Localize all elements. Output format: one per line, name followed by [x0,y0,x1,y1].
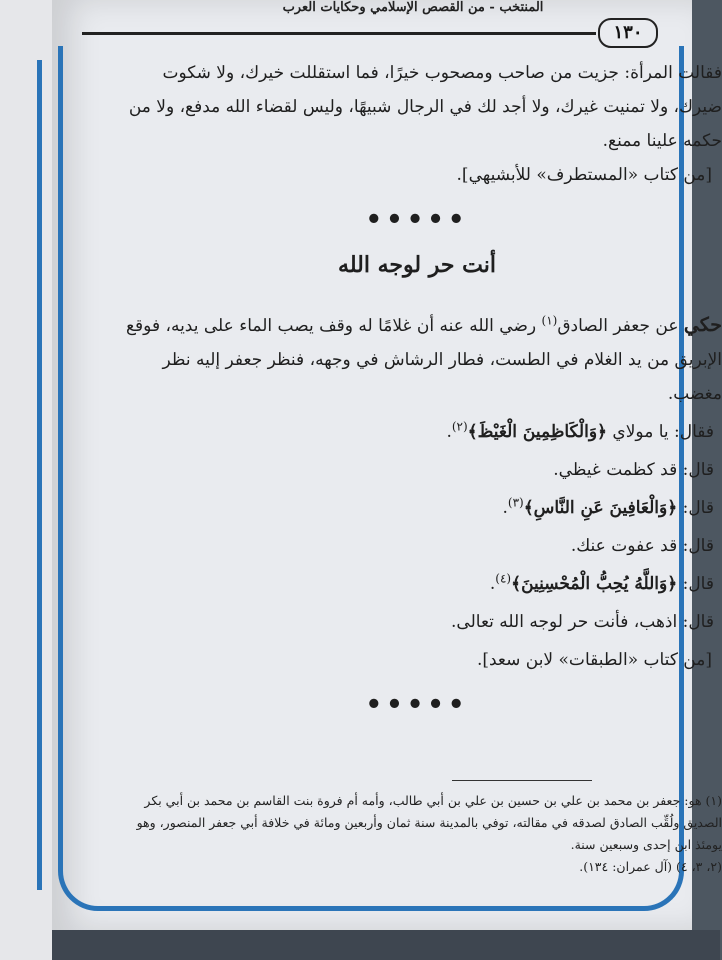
story2-source: [من كتاب «الطبقات» لابن سعد]. [476,650,712,670]
footnote-ref-1: (١) [541,313,558,328]
story2-rest: رضي الله عنه أن غلامًا له وقف يصب الماء على يديه، فوقع الإبريق من يد الغلام في الطست، فطار الرشاش في وجهه، فنظر جعفر إليه نظر مغضب. [125,316,722,404]
quran-verse: ﴿وَالْكَاظِمِينَ الْغَيْظَ﴾ [467,422,607,442]
separator-dots-2: ••••• [365,690,469,720]
footnote-ref: (٣) [507,495,524,510]
footnote-rule [452,780,592,781]
quran-verse: ﴿وَاللَّهُ يُحِبُّ الْمُحْسِنِينَ﴾ [511,574,678,594]
dialogue-line [112,415,722,449]
dialogue-punctuation: . [489,574,496,594]
dialogue-text: قال: [677,574,714,594]
dialogue-text: قال: [677,498,714,518]
separator-dots: ••••• [365,205,469,235]
dialogue-text: قال: قد عفوت عنك. [570,536,714,556]
story2-lead-word: حكي [683,314,722,336]
quran-verse: ﴿وَالْعَافِينَ عَنِ النَّاسِ﴾ [523,498,678,518]
dialogue-text: قال: اذهب، فأنت حر لوجه الله تعالى. [451,612,714,632]
story1-source: [من كتاب «المستطرف» للأبشيهي]. [456,165,712,185]
page-number: ١٣٠ [598,18,658,48]
left-page-frame-edge [31,60,42,890]
footnote-2: (٢، ٣، ٤) (آل عمران: ١٣٤). [579,859,722,874]
story2-title: أنت حر لوجه الله [338,252,496,278]
page-content [112,56,722,733]
dialogue-line [112,453,722,487]
running-title: المنتخب - من القصص الإسلامي وحكايات العرب [282,0,544,15]
footnotes [112,790,722,878]
footnote-ref: (٤) [495,571,512,586]
story1-paragraph: فقالت المرأة: جزيت من صاحب ومصحوب خيرًا، فما استقللت خيرك، ولا شكوت ضيرك، ولا تمنيت غيرك، ولا أجد لك في الرجال شبيهًا، وليس لقضاء الله مدفع، ولا من حكمه علينا ممنع. [128,63,722,151]
desk-surface [52,930,720,960]
dialogue-line [112,567,722,601]
dialogue-line [112,605,722,639]
dialogue-punctuation: . [502,498,508,518]
book-page [52,0,722,930]
left-facing-page [0,0,54,960]
header-rule [82,32,596,35]
story2-opening: عن جعفر الصادق [557,316,684,336]
footnote-ref: (٢) [451,419,468,434]
dialogue-lines [112,415,722,639]
story2-opening-paragraph [112,308,722,411]
dialogue-text: فقال: يا مولاي [607,422,714,442]
dialogue-line [112,529,722,563]
dialogue-line [112,491,722,525]
dialogue-text: قال: قد كظمت غيظي. [553,460,714,480]
footnote-1: (١) هو: جعفر بن محمد بن علي بن حسين بن علي بن أبي طالب، وأمه أم فروة بنت القاسم بن محمد بن أبي بكر الصديق ولُقِّب الصادق لصدقه في مقالته، توفي بالمدينة سنة ثمان وأربعين ومائة في خلافة أبي جعفر المنصور، وهو يومئذ ابن إحدى وسبعين سنة. [136,793,722,852]
dialogue-punctuation: . [446,422,452,442]
